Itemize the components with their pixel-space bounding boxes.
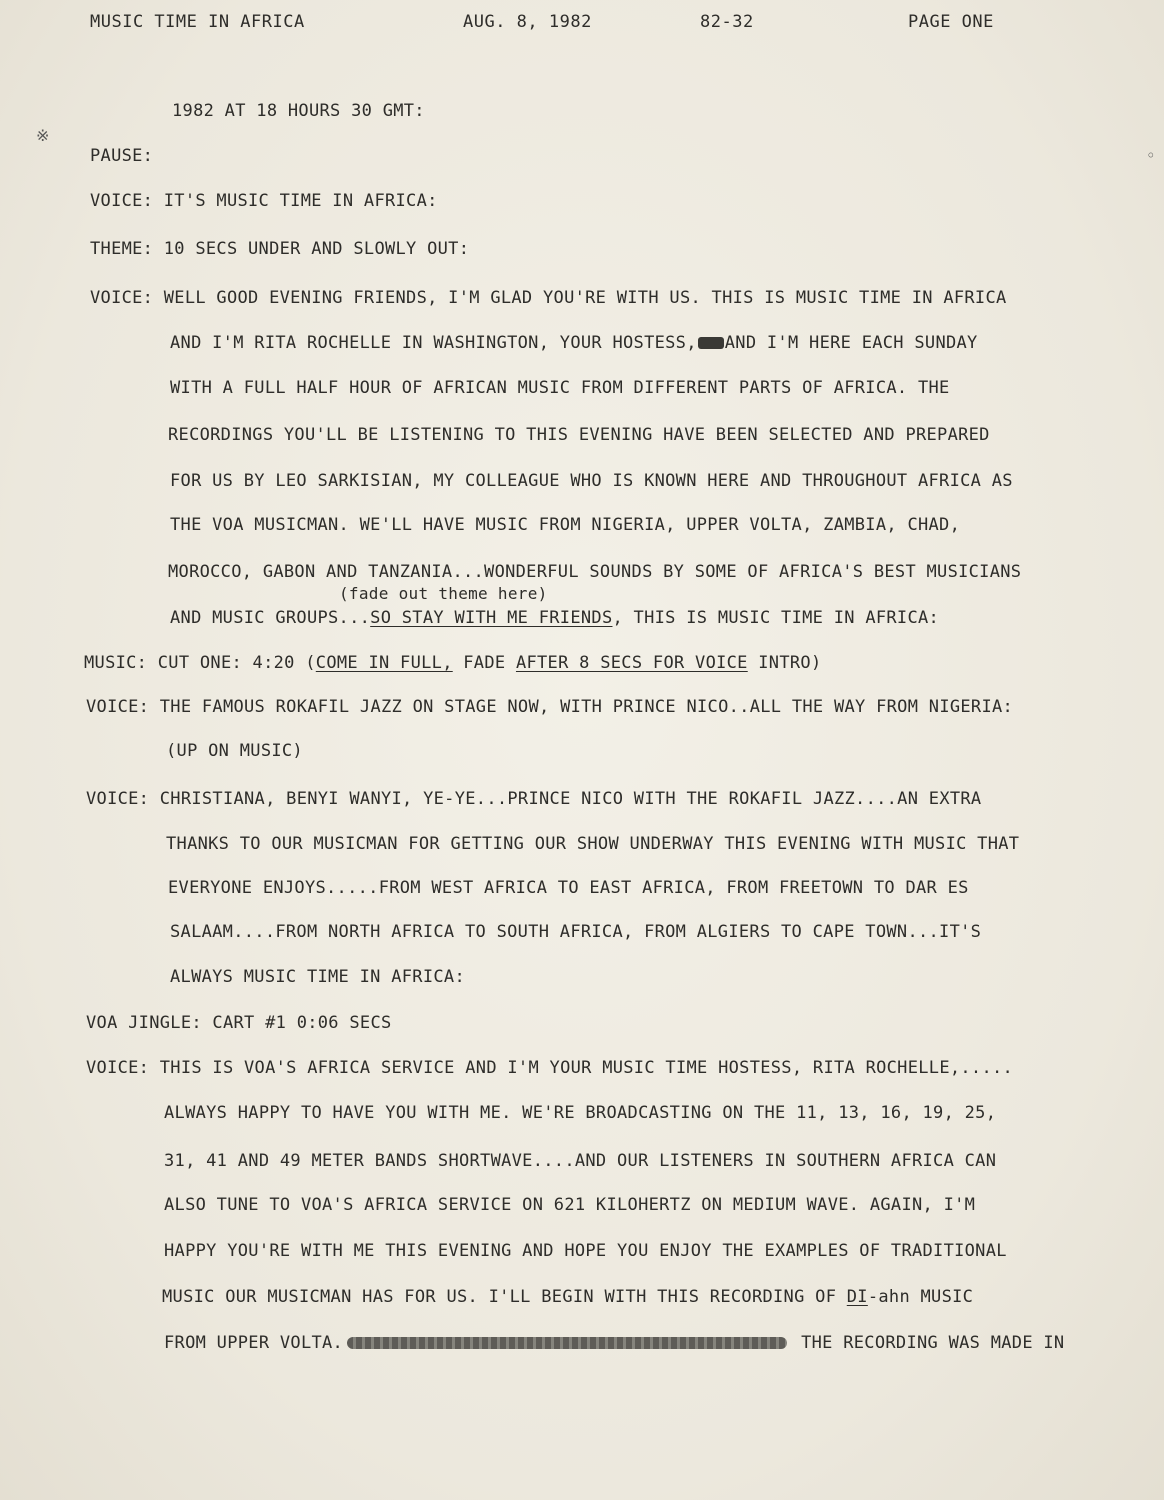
stray-mark: ※ <box>36 126 50 145</box>
voice-paragraph-line: MUSIC OUR MUSICMAN HAS FOR US. I'LL BEGIN WITH THIS RECORDING OF DI-ahn MUSIC <box>162 1287 974 1307</box>
voice-paragraph-line: SALAAM....FROM NORTH AFRICA TO SOUTH AFRICA, FROM ALGIERS TO CAPE TOWN...IT'S <box>170 922 982 942</box>
voice-paragraph-line: EVERYONE ENJOYS.....FROM WEST AFRICA TO EAST AFRICA, FROM FREETOWN TO DAR ES <box>168 878 969 898</box>
voice-paragraph-line: AND MUSIC GROUPS...SO STAY WITH ME FRIENDS, THIS IS MUSIC TIME IN AFRICA: <box>170 608 940 628</box>
voice-paragraph-line: FROM UPPER VOLTA. THE RECORDING WAS MADE IN <box>164 1333 1065 1353</box>
crossed-out-text <box>347 1337 787 1349</box>
voice-paragraph-line: MOROCCO, GABON AND TANZANIA...WONDERFUL SOUNDS BY SOME OF AFRICA'S BEST MUSICIANS <box>168 562 1022 582</box>
voice-paragraph-line: FOR US BY LEO SARKISIAN, MY COLLEAGUE WHO IS KNOWN HERE AND THROUGHOUT AFRICA AS <box>170 471 1013 491</box>
program-title: MUSIC TIME IN AFRICA <box>90 12 305 32</box>
redaction-blot <box>698 337 724 349</box>
voice-paragraph-line: THANKS TO OUR MUSICMAN FOR GETTING OUR SHOW UNDERWAY THIS EVENING WITH MUSIC THAT <box>166 834 1020 854</box>
page-header <box>0 12 1164 42</box>
theme-line: THEME: 10 SECS UNDER AND SLOWLY OUT: <box>90 239 470 259</box>
pause-line: PAUSE: <box>90 146 154 166</box>
voice-paragraph-line: VOICE: CHRISTIANA, BENYI WANYI, YE-YE...PRINCE NICO WITH THE ROKAFIL JAZZ....AN EXTRA <box>86 789 982 809</box>
script-number: 82-32 <box>700 12 754 32</box>
voice-paragraph-line: 31, 41 AND 49 METER BANDS SHORTWAVE....AND OUR LISTENERS IN SOUTHERN AFRICA CAN <box>164 1151 997 1171</box>
voice-paragraph-line: THE VOA MUSICMAN. WE'LL HAVE MUSIC FROM NIGERIA, UPPER VOLTA, ZAMBIA, CHAD, <box>170 515 961 535</box>
voice-line: (UP ON MUSIC) <box>166 741 303 761</box>
voice-paragraph-line: RECORDINGS YOU'LL BE LISTENING TO THIS EVENING HAVE BEEN SELECTED AND PREPARED <box>168 425 990 445</box>
margin-mark: ◦ <box>1146 146 1156 165</box>
voice-paragraph-line: ALWAYS MUSIC TIME IN AFRICA: <box>170 967 465 987</box>
voice-line: VOICE: THE FAMOUS ROKAFIL JAZZ ON STAGE NOW, WITH PRINCE NICO..ALL THE WAY FROM NIGERIA: <box>86 697 1014 717</box>
jingle-cue-line: VOA JINGLE: CART #1 0:06 SECS <box>86 1013 392 1033</box>
music-cue-line: MUSIC: CUT ONE: 4:20 (COME IN FULL, FADE AFTER 8 SECS FOR VOICE INTRO) <box>84 653 822 673</box>
voice-paragraph-line: ALWAYS HAPPY TO HAVE YOU WITH ME. WE'RE BROADCASTING ON THE 11, 13, 16, 19, 25, <box>164 1103 997 1123</box>
voice-paragraph-line: ALSO TUNE TO VOA'S AFRICA SERVICE ON 621 KILOHERTZ ON MEDIUM WAVE. AGAIN, I'M <box>164 1195 976 1215</box>
broadcast-date: AUG. 8, 1982 <box>463 12 592 32</box>
voice-paragraph-line: HAPPY YOU'RE WITH ME THIS EVENING AND HOPE YOU ENJOY THE EXAMPLES OF TRADITIONAL <box>164 1241 1007 1261</box>
handwritten-insert-note: (fade out theme here) <box>339 584 548 603</box>
voice-paragraph-line: WITH A FULL HALF HOUR OF AFRICAN MUSIC FROM DIFFERENT PARTS OF AFRICA. THE <box>170 378 950 398</box>
voice-paragraph-line: VOICE: WELL GOOD EVENING FRIENDS, I'M GLAD YOU'RE WITH US. THIS IS MUSIC TIME IN AFRICA <box>90 288 1007 308</box>
voice-paragraph-line: AND I'M RITA ROCHELLE IN WASHINGTON, YOUR HOSTESS, AND I'M HERE EACH SUNDAY <box>170 333 978 353</box>
airtime-line: 1982 AT 18 HOURS 30 GMT: <box>172 101 425 121</box>
voice-intro-line: VOICE: IT'S MUSIC TIME IN AFRICA: <box>90 191 438 211</box>
voice-paragraph-line: VOICE: THIS IS VOA'S AFRICA SERVICE AND I'M YOUR MUSIC TIME HOSTESS, RITA ROCHELLE,..... <box>86 1058 1014 1078</box>
page-number: PAGE ONE <box>908 12 994 32</box>
